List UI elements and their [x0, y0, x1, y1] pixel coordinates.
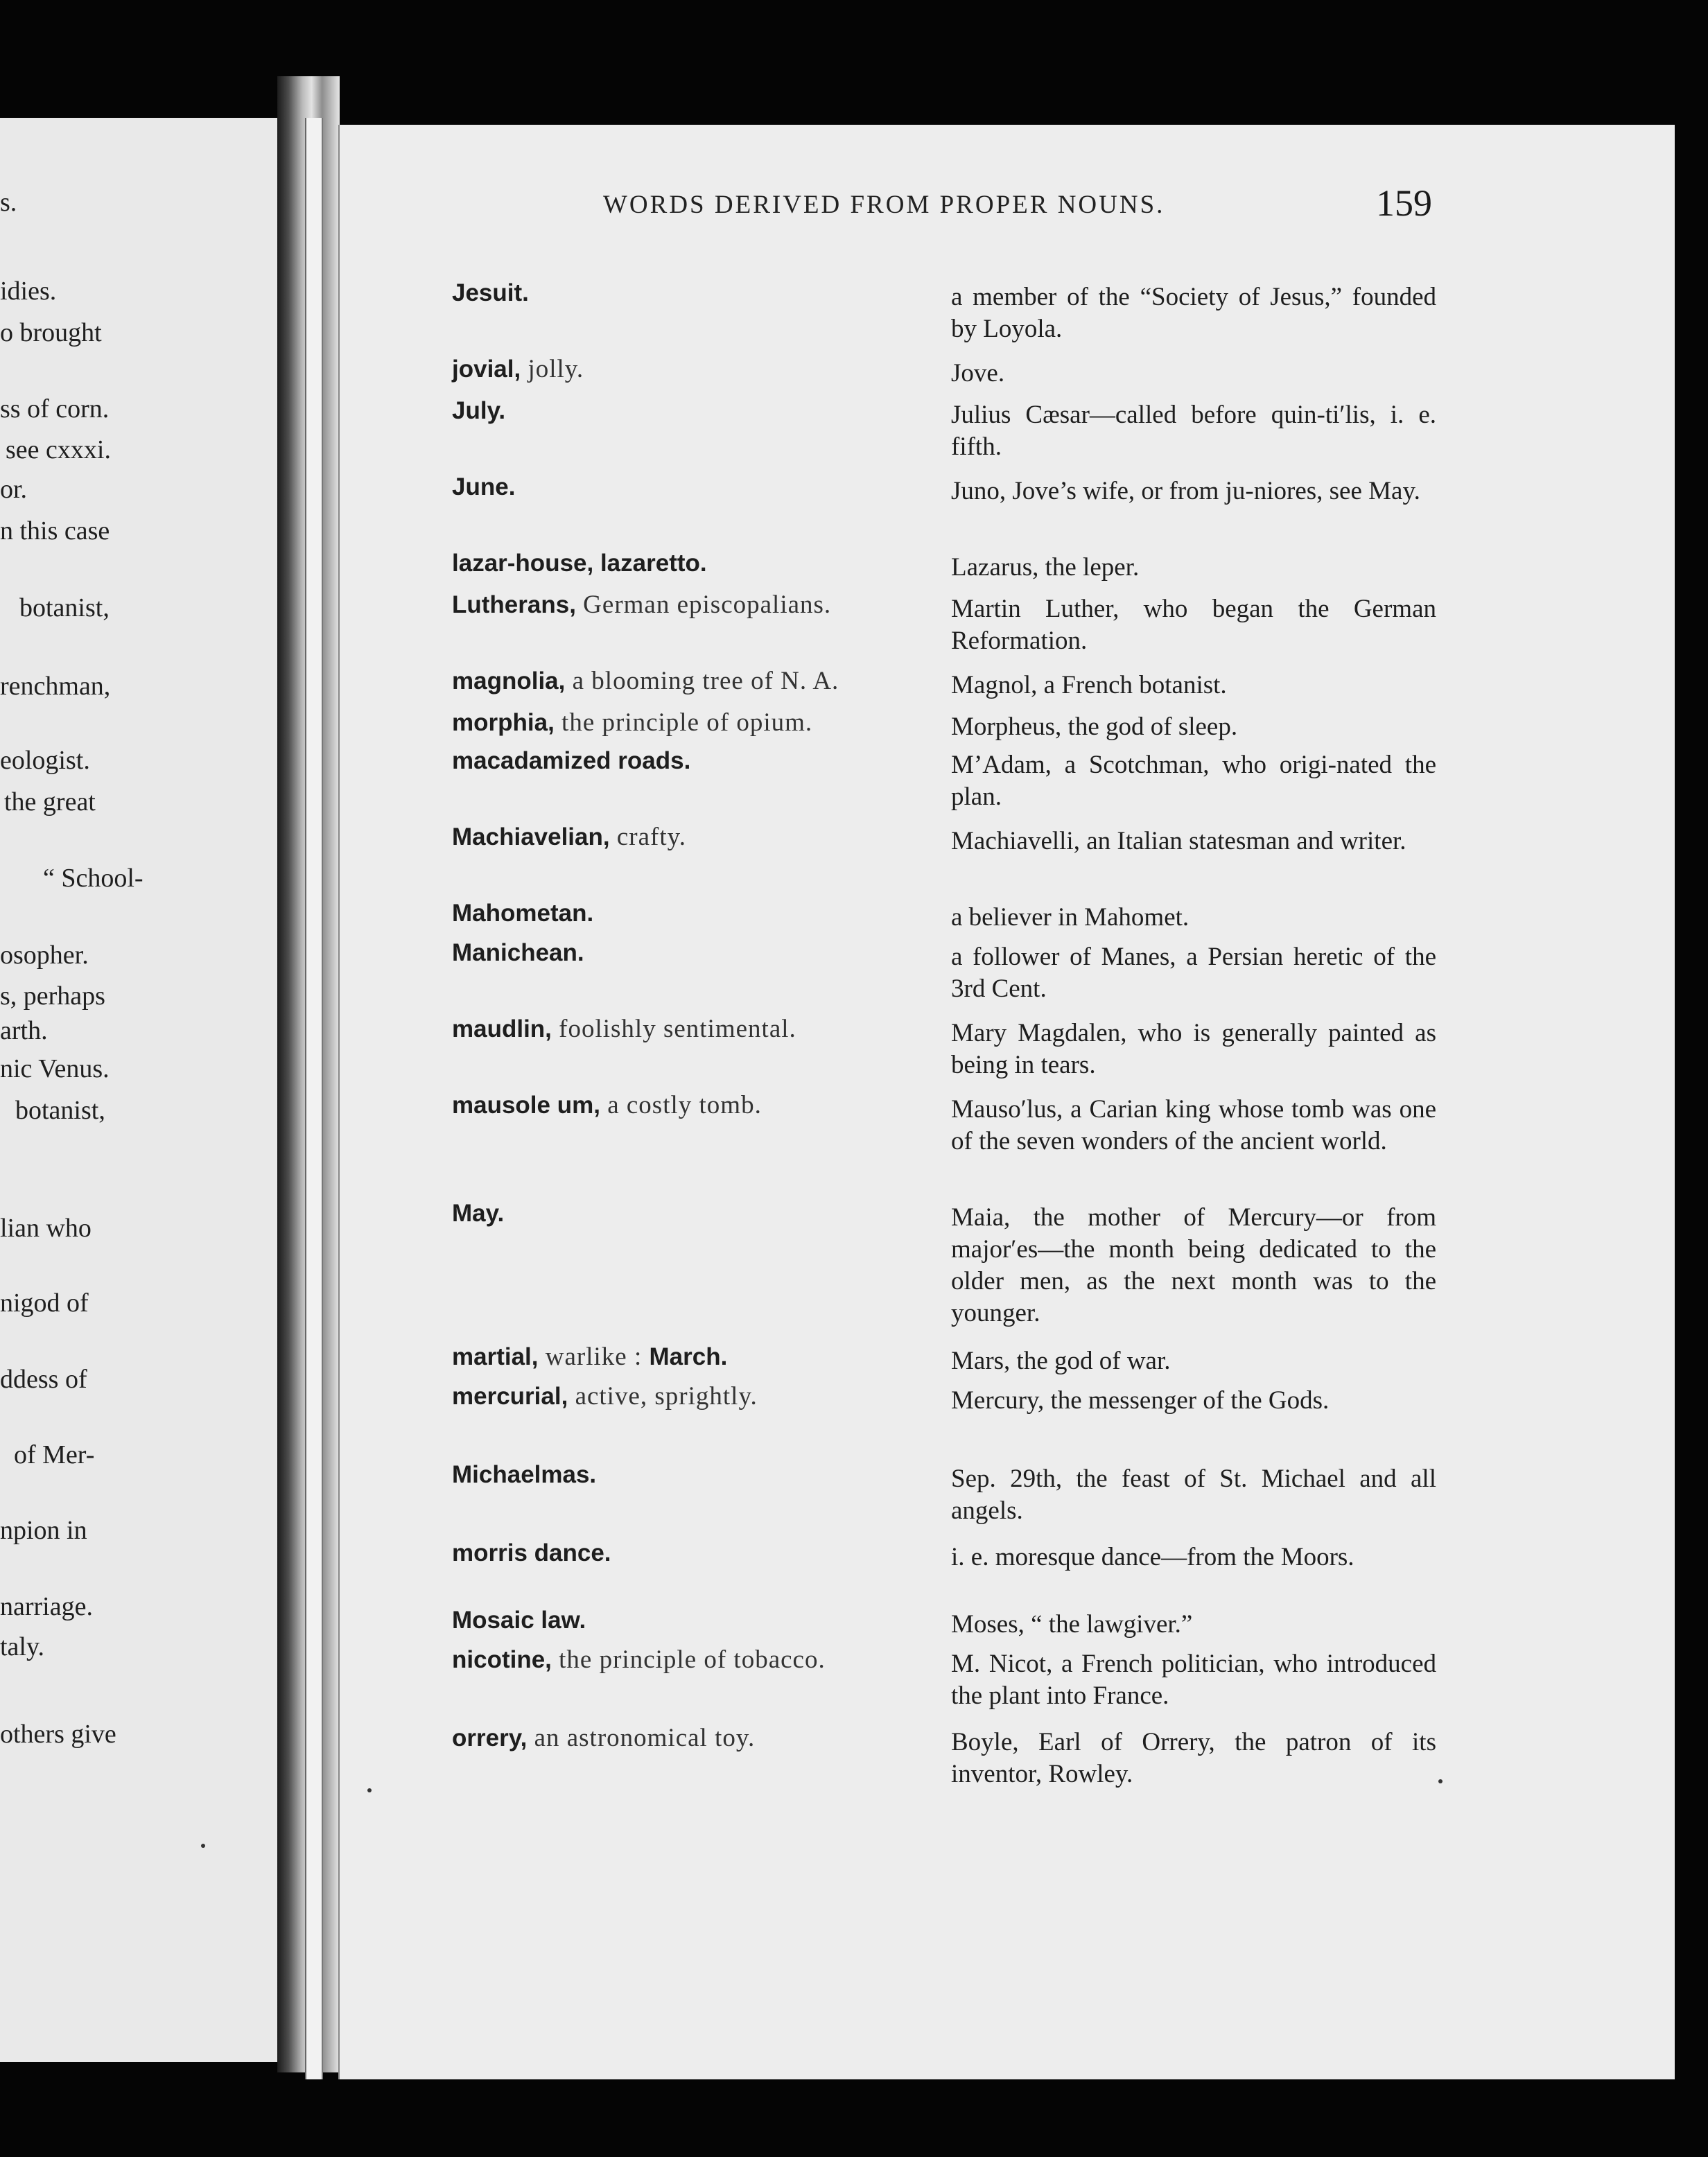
term-gloss: the principle of opium.	[554, 708, 813, 737]
entry-term	[452, 1644, 826, 1676]
term-gloss: warlike :	[538, 1343, 650, 1371]
term-gloss: German episcopalians.	[575, 591, 832, 619]
entry-term	[452, 937, 584, 969]
term-gloss: a costly tomb.	[600, 1091, 762, 1119]
left-page-line: s, perhaps	[0, 981, 105, 1011]
entry-term	[452, 277, 529, 309]
term-gloss: crafty.	[609, 823, 686, 851]
left-page-line: npion in	[0, 1516, 87, 1545]
entry-origin: a member of the “Society of Jesus,” founded by Loyola.	[951, 283, 1436, 343]
left-page-line: ddess of	[0, 1365, 87, 1394]
entry-term	[452, 1537, 611, 1569]
entry-origin: Machiavelli, an Italian statesman and writer.	[951, 827, 1406, 855]
term-gloss: the principle of tobacco.	[551, 1645, 826, 1674]
term-headword: Jesuit.	[452, 279, 529, 306]
term-headword: Machiavelian,	[452, 823, 610, 850]
left-page-line: renchman,	[0, 672, 111, 701]
entry-term	[452, 1722, 755, 1754]
left-page-line: taly.	[0, 1632, 45, 1661]
entry-term	[452, 745, 690, 777]
term-gloss: jolly.	[521, 355, 584, 383]
left-page-line: lian who	[0, 1214, 92, 1243]
entry-origin: Mauso′lus, a Carian king whose tomb was one of the seven wonders of the ancient world.	[951, 1095, 1436, 1155]
entry-origin: i. e. moresque dance—from the Moors.	[951, 1543, 1354, 1571]
entry-origin: Maia, the mother of Mercury—or from major′es—the month being dedicated to the older men, as the next month was to the younger.	[951, 1203, 1436, 1327]
left-page-line: idies.	[0, 277, 57, 306]
term-headword: Mahometan.	[452, 900, 594, 927]
stray-mark	[201, 1844, 205, 1848]
term-headword: Michaelmas.	[452, 1461, 597, 1488]
entry-term	[452, 707, 812, 739]
entry-origin: Moses, “ the lawgiver.”	[951, 1610, 1193, 1639]
term-headword: martial,	[452, 1343, 539, 1370]
entry-origin: M. Nicot, a French politician, who introduced the plant into France.	[951, 1650, 1436, 1710]
term-headword: March.	[649, 1343, 728, 1370]
term-headword: mausole um,	[452, 1092, 600, 1119]
entry-term	[452, 1198, 504, 1230]
left-page-line: botanist,	[19, 593, 110, 622]
entry-origin: Julius Cæsar—called before quin-ti′lis, i. e. fifth.	[951, 401, 1436, 461]
term-headword: nicotine,	[452, 1646, 552, 1673]
term-headword: June.	[452, 473, 516, 500]
entry-origin: Mary Magdalen, who is generally painted as being in tears.	[951, 1019, 1436, 1079]
entry-origin: Lazarus, the leper.	[951, 553, 1140, 582]
entry-origin: Morpheus, the god of sleep.	[951, 713, 1238, 741]
entry-term	[452, 665, 839, 697]
term-headword: lazar-house, lazaretto.	[452, 550, 707, 577]
entry-term	[452, 821, 686, 853]
left-page-line: others give	[0, 1720, 116, 1749]
left-page-line: nigod of	[0, 1289, 89, 1318]
entry-origin: Juno, Jove’s wife, or from ju-niores, see May.	[951, 477, 1420, 505]
entry-term	[452, 898, 593, 929]
entry-term	[452, 548, 707, 579]
left-page-line: botanist,	[15, 1096, 105, 1125]
left-page-line: nic Venus.	[0, 1054, 110, 1083]
entry-term	[452, 471, 515, 503]
spine-page-edge	[305, 118, 323, 2079]
entry-origin: Jove.	[951, 359, 1005, 387]
entry-term	[452, 395, 505, 427]
term-headword: jovial,	[452, 356, 521, 383]
entry-origin: Mercury, the messenger of the Gods.	[951, 1386, 1330, 1415]
term-headword: Manichean.	[452, 939, 584, 966]
entry-term	[452, 1459, 596, 1491]
page-number: 159	[1376, 182, 1432, 224]
term-headword: morris dance.	[452, 1539, 611, 1566]
entry-term	[452, 1341, 727, 1373]
term-headword: morphia,	[452, 709, 555, 736]
left-page-line: osopher.	[0, 941, 89, 970]
left-page-line: of Mer-	[14, 1440, 95, 1469]
term-gloss: a blooming tree of N. A.	[565, 667, 839, 695]
entry-term	[452, 1605, 586, 1636]
left-page-line: or.	[0, 475, 28, 504]
entry-origin: Mars, the god of war.	[951, 1347, 1171, 1375]
left-page-line: n this case	[0, 516, 110, 545]
term-headword: July.	[452, 397, 506, 424]
term-headword: Lutherans,	[452, 591, 576, 618]
left-page-line: narriage.	[0, 1592, 93, 1621]
left-page-line: “ School-	[43, 864, 143, 893]
left-page-line: o brought	[0, 318, 102, 347]
term-headword: May.	[452, 1200, 505, 1227]
term-headword: Mosaic law.	[452, 1607, 586, 1634]
left-page-line: eologist.	[0, 746, 90, 775]
stray-mark	[367, 1788, 372, 1792]
left-page-line: arth.	[0, 1016, 48, 1045]
left-page-line: s.	[0, 188, 17, 217]
term-headword: magnolia,	[452, 667, 566, 695]
left-page-line: ss of corn.	[0, 394, 110, 423]
left-page-line: the great	[4, 787, 96, 816]
entry-origin: Martin Luther, who began the German Reformation.	[951, 595, 1436, 655]
term-gloss: active, sprightly.	[568, 1382, 758, 1411]
term-headword: maudlin,	[452, 1015, 552, 1042]
entry-origin: a believer in Mahomet.	[951, 903, 1190, 932]
term-gloss: an astronomical toy.	[527, 1724, 756, 1752]
stray-mark	[1438, 1779, 1443, 1783]
term-headword: macadamized roads.	[452, 747, 691, 774]
entry-origin: a follower of Manes, a Persian heretic of the 3rd Cent.	[951, 943, 1436, 1003]
left-page-line: see cxxxi.	[6, 435, 111, 464]
entry-term	[452, 353, 584, 385]
term-gloss: foolishly sentimental.	[551, 1015, 796, 1043]
entry-term	[452, 1381, 758, 1413]
term-headword: mercurial,	[452, 1383, 568, 1410]
entry-origin: Magnol, a French botanist.	[951, 671, 1227, 699]
entry-term	[452, 589, 831, 621]
entry-term	[452, 1090, 762, 1121]
entry-origin: Sep. 29th, the feast of St. Michael and all angels.	[951, 1465, 1436, 1525]
running-title: WORDS DERIVED FROM PROPER NOUNS.	[603, 191, 1165, 219]
term-headword: orrery,	[452, 1724, 528, 1752]
entry-origin: M’Adam, a Scotchman, who origi-nated the plan.	[951, 751, 1436, 811]
entry-term	[452, 1013, 796, 1045]
entry-origin: Boyle, Earl of Orrery, the patron of its inventor, Rowley.	[951, 1728, 1436, 1788]
